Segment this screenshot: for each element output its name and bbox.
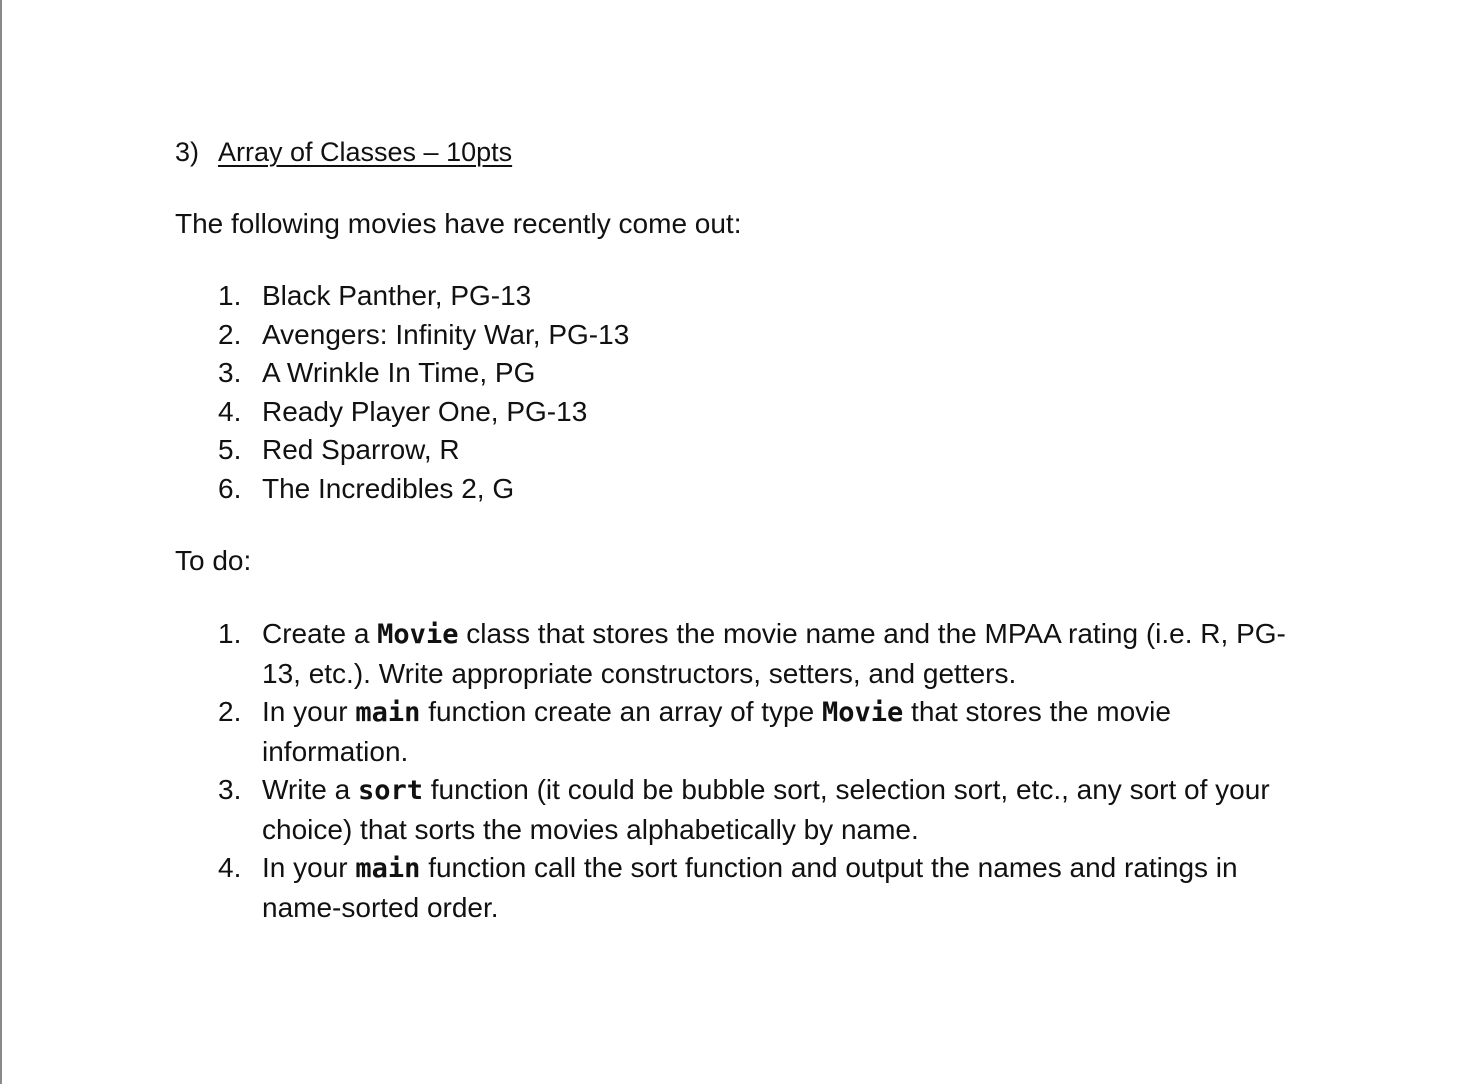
task-text: In your (262, 852, 356, 883)
list-item (218, 316, 629, 355)
list-item (218, 693, 1318, 771)
task-text: that stores the movie information. (262, 696, 1171, 767)
task-text: function create an array of type (420, 696, 822, 727)
page-edge (0, 0, 2, 1084)
list-item (218, 431, 629, 470)
list-marker: 1. (218, 618, 242, 649)
code-term: main (355, 853, 421, 884)
list-marker: 5. (218, 434, 242, 466)
task-text: In your (262, 696, 356, 727)
list-marker: 2. (218, 318, 242, 350)
intro-paragraph: The following movies have recently come out: (175, 208, 742, 239)
movie-entry: Black Panther, PG-13 (262, 280, 532, 311)
task-text: class that stores the movie name and the MPAA rating (i.e. R, PG-13, etc.). Write appropriate constructors, setters, and getters. (262, 618, 1286, 689)
task-text: Write a (262, 774, 358, 805)
movie-entry: Ready Player One, PG-13 (262, 395, 588, 427)
movie-list (218, 277, 629, 509)
section-heading (175, 134, 512, 170)
code-term: Movie (821, 697, 904, 728)
list-item (218, 849, 1318, 927)
section-title: Array of Classes – 10pts (218, 137, 513, 167)
task-text: function (it could be bubble sort, selection sort, etc., any sort of your choice) that sorts the movies alphabetically by name. (262, 774, 1270, 845)
list-marker: 1. (218, 280, 242, 311)
task-text: Create a (262, 618, 378, 649)
todo-label: To do: (175, 545, 252, 576)
list-marker: 3. (218, 774, 242, 805)
movie-entry: Avengers: Infinity War, PG-13 (262, 318, 630, 350)
list-marker: 4. (218, 852, 242, 883)
list-item (218, 470, 629, 509)
list-marker: 2. (218, 696, 242, 727)
movie-entry: The Incredibles 2, G (262, 472, 515, 504)
list-marker: 3. (218, 357, 242, 389)
section-number: 3) (175, 137, 200, 167)
movie-entry: A Wrinkle In Time, PG (262, 357, 536, 389)
code-term: sort (357, 775, 423, 806)
task-list (218, 615, 1318, 927)
task-text: function call the sort function and output the names and ratings in name-sorted order. (262, 852, 1238, 923)
list-item (218, 393, 629, 432)
movie-entry: Red Sparrow, R (262, 434, 460, 466)
list-item (218, 354, 629, 393)
list-item (218, 615, 1318, 693)
code-term: Movie (377, 619, 459, 650)
code-term: main (355, 697, 421, 728)
list-item (218, 277, 629, 316)
list-marker: 6. (218, 472, 242, 504)
list-marker: 4. (218, 395, 242, 427)
list-item (218, 771, 1318, 849)
